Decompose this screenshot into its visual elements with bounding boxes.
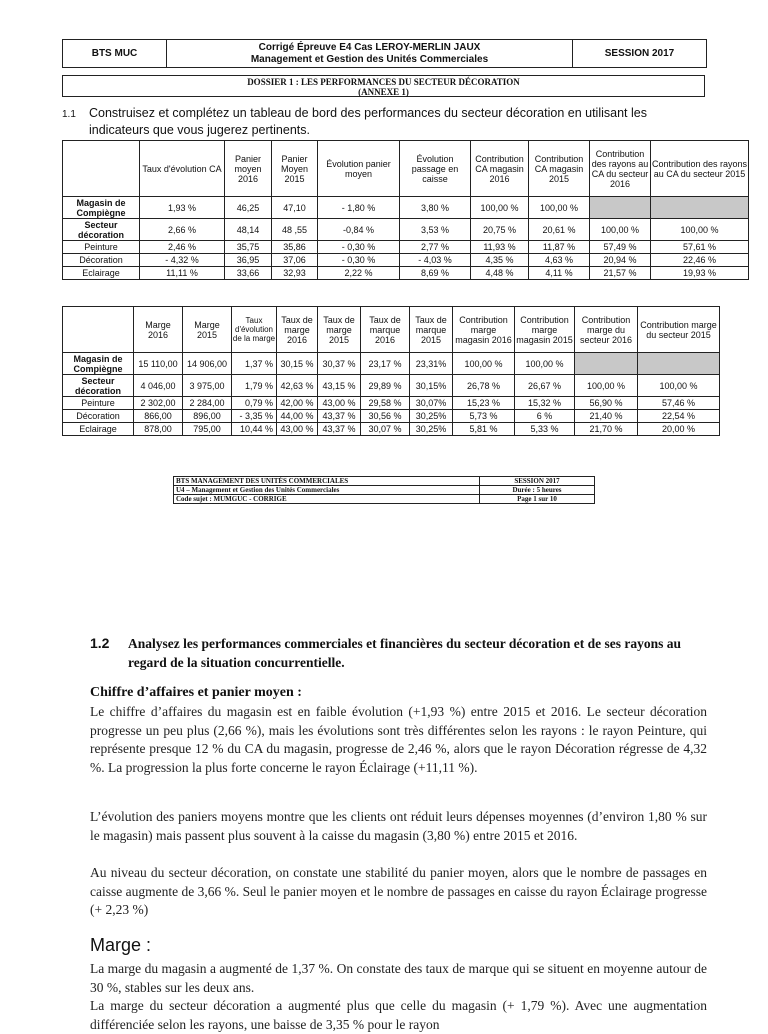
column-header: Évolution passage en caisse [400,141,471,197]
table-cell: 57,61 % [651,241,749,254]
table-cell: 23,31% [410,353,453,375]
table-cell: 26,78 % [453,375,515,397]
table-cell: 4,48 % [471,267,529,280]
table-header-row [63,141,749,197]
column-header: Panier Moyen 2015 [272,141,318,197]
table-cell: 100,00 % [590,219,651,241]
footer-exam-title: BTS MANAGEMENT DES UNITÉS COMMERCIALES [174,477,480,486]
table-cell: 1,93 % [140,197,225,219]
table-cell: 5,81 % [453,423,515,436]
column-header: Taux d'évolution de la marge [232,307,277,353]
table-cell: 44,00 % [277,410,318,423]
table-cell: 11,87 % [529,241,590,254]
table-row [63,397,720,410]
header-table [62,39,707,68]
table-cell: 35,75 [225,241,272,254]
footer-code: Code sujet : MUMGUC - CORRIGE [174,495,480,504]
table-cell: 3,80 % [400,197,471,219]
table-cell: 3 975,00 [183,375,232,397]
row-header: Peinture [63,241,140,254]
column-header: Taux de marque 2016 [361,307,410,353]
table-cell: 36,95 [225,254,272,267]
table-cell: 100,00 % [638,375,720,397]
row-header: Magasin de Compiègne [63,197,140,219]
table-row [63,197,749,219]
footer-duration: Durée : 5 heures [480,486,595,495]
column-header: Contribution marge magasin 2015 [515,307,575,353]
table-cell: 795,00 [183,423,232,436]
table-cell: 5,73 % [453,410,515,423]
corner-cell [63,307,134,353]
table-row [63,267,749,280]
table-cell: 100,00 % [471,197,529,219]
margin-table [62,306,720,436]
table-cell: 48 ,55 [272,219,318,241]
table-cell: 43,15 % [318,375,361,397]
question-number: 1.2 [90,635,110,651]
table-cell: 10,44 % [232,423,277,436]
table-row [63,410,720,423]
paragraph: La marge du magasin a augmenté de 1,37 %. On constate des taux de marque qui se situent en moyenne autour de 30 %, stables sur les deux ans. [90,961,707,995]
table-cell: 30,25% [410,423,453,436]
table-cell: 22,46 % [651,254,749,267]
table-cell: 2,46 % [140,241,225,254]
table-cell: 2,77 % [400,241,471,254]
performance-table [62,140,749,280]
table-cell: 5,33 % [515,423,575,436]
table-cell: 48,14 [225,219,272,241]
table-cell: 42,63 % [277,375,318,397]
table-cell: 4,35 % [471,254,529,267]
table-cell: 100,00 % [651,219,749,241]
table-cell: - 3,35 % [232,410,277,423]
column-header: Contribution marge du secteur 2015 [638,307,720,353]
paragraph: Au niveau du secteur décoration, on constate une stabilité du panier moyen, alors que le nombre de passages en caisse augmente de 3,66 %. Seul le panier moyen et le nombre de passages en caisse du rayon Éclairage progresse (+ 2,23 %) [90,865,707,918]
table-cell: 3,53 % [400,219,471,241]
column-header: Marge 2016 [134,307,183,353]
table-cell: 22,54 % [638,410,720,423]
column-header: Taux de marque 2015 [410,307,453,353]
table-cell: 30,15 % [277,353,318,375]
column-header: Contribution marge magasin 2016 [453,307,515,353]
header-left: BTS MUC [63,40,167,68]
table-cell: 43,00 % [318,397,361,410]
table-cell: 43,37 % [318,410,361,423]
table-cell: 57,46 % [638,397,720,410]
table-cell: 35,86 [272,241,318,254]
column-header: Taux de marge 2016 [277,307,318,353]
column-header: Marge 2015 [183,307,232,353]
table-cell: 100,00 % [515,353,575,375]
table-cell: 15,32 % [515,397,575,410]
row-header: Eclairage [63,267,140,280]
table-cell: 29,89 % [361,375,410,397]
table-cell: 4,11 % [529,267,590,280]
row-header: Secteur décoration [63,219,140,241]
footer-session: SESSION 2017 [480,477,595,486]
column-header: Panier moyen 2016 [225,141,272,197]
question-text: Construisez et complétez un tableau de bord des performances du secteur décoration en utilisant les indicateurs que vous jugerez pertinents. [89,106,647,137]
table-cell: 30,15% [410,375,453,397]
column-header: Taux d'évolution CA [140,141,225,197]
table-cell: 1,79 % [232,375,277,397]
table-cell: 56,90 % [575,397,638,410]
row-header: Secteur décoration [63,375,134,397]
row-header: Décoration [63,410,134,423]
table-cell: 33,66 [225,267,272,280]
table-cell: 14 906,00 [183,353,232,375]
table-cell: 4,63 % [529,254,590,267]
table-cell: 32,93 [272,267,318,280]
table-cell: -0,84 % [318,219,400,241]
table-cell: 26,67 % [515,375,575,397]
table-cell: 4 046,00 [134,375,183,397]
table-cell: 42,00 % [277,397,318,410]
table-cell: 30,37 % [318,353,361,375]
table-cell-empty [590,197,651,219]
table-cell: 19,93 % [651,267,749,280]
table-cell: 21,70 % [575,423,638,436]
table-cell: 878,00 [134,423,183,436]
table-cell: 8,69 % [400,267,471,280]
table-cell: 1,37 % [232,353,277,375]
table-cell: - 1,80 % [318,197,400,219]
paragraph: La marge du secteur décoration a augmenté plus que celle du magasin (+ 1,79 %). Avec une augmentation différenciée selon les rayons, une baisse de 3,35 % pour le rayon [90,998,707,1032]
table-cell: 46,25 [225,197,272,219]
table-cell: 20,94 % [590,254,651,267]
table-row [63,254,749,267]
footer-unit: U4 – Management et Gestion des Unités Commerciales [174,486,480,495]
question-text: Analysez les performances commerciales et financières du secteur décoration et de ses rayons au regard de la situation concurrentielle. [128,636,682,670]
table-cell: 20,00 % [638,423,720,436]
table-header-row [63,307,720,353]
column-header: Évolution panier moyen [318,141,400,197]
table-cell-empty [651,197,749,219]
table-cell: 23,17 % [361,353,410,375]
paragraph: Le chiffre d’affaires du magasin est en faible évolution (+1,93 %) entre 2015 et 2016. Le secteur décoration progresse un peu plus (2,66 %), mais les évolutions sont très différentes selon les rayons : le rayon Peinture, qui représente presque 12 % du CA du magasin, progresse de 2,46 %, alors que le rayon Décoration régresse de 4,32 %. La progression la plus forte concerne le rayon Éclairage (+11,11 %). [90,704,707,775]
table-cell-empty [575,353,638,375]
table-cell: 6 % [515,410,575,423]
table-cell: 0,79 % [232,397,277,410]
corner-cell [63,141,140,197]
header-right: SESSION 2017 [573,40,707,68]
page-footer-table [173,476,595,504]
table-cell: 2 284,00 [183,397,232,410]
column-header: Contribution des rayons au CA du secteur 2016 [590,141,651,197]
table-cell: 43,37 % [318,423,361,436]
table-cell: 21,57 % [590,267,651,280]
question-number: 1.1 [62,109,76,120]
column-header: Contribution des rayons au CA du secteur 2015 [651,141,749,197]
table-cell: 21,40 % [575,410,638,423]
header-center [167,40,573,68]
table-cell: 43,00 % [277,423,318,436]
dossier-annex: (ANNEXE 1) [358,87,409,97]
table-cell: 2 302,00 [134,397,183,410]
table-cell: 37,06 [272,254,318,267]
table-cell: 30,56 % [361,410,410,423]
dossier-title-box [62,75,705,97]
column-header: Contribution marge du secteur 2016 [575,307,638,353]
table-cell: 29,58 % [361,397,410,410]
table-cell: 100,00 % [575,375,638,397]
row-header: Peinture [63,397,134,410]
table-row [63,353,720,375]
row-header: Magasin de Compiègne [63,353,134,375]
dossier-title: DOSSIER 1 : LES PERFORMANCES DU SECTEUR DÉCORATION [247,77,520,87]
footer-page-number: Page 1 sur 10 [480,495,595,504]
table-row [63,423,720,436]
table-cell: 57,49 % [590,241,651,254]
table-cell: - 4,03 % [400,254,471,267]
row-header: Eclairage [63,423,134,436]
table-cell: 100,00 % [453,353,515,375]
table-cell: 896,00 [183,410,232,423]
table-cell: 15 110,00 [134,353,183,375]
table-cell: - 0,30 % [318,241,400,254]
table-cell: - 4,32 % [140,254,225,267]
paragraph: L’évolution des paniers moyens montre que les clients ont réduit leurs dépenses moyennes (d’environ 1,80 % sur le magasin) mais passent plus souvent à la caisse du magasin (3,80 %) entre 2015 et 2016. [90,809,707,843]
table-cell: 11,11 % [140,267,225,280]
table-cell: 11,93 % [471,241,529,254]
column-header: Contribution CA magasin 2016 [471,141,529,197]
table-cell-empty [638,353,720,375]
header-center-line2: Management et Gestion des Unités Commerciales [250,53,489,65]
column-header: Contribution CA magasin 2015 [529,141,590,197]
heading-chiffre-affaires: Chiffre d’affaires et panier moyen : [90,685,302,700]
table-cell: 20,61 % [529,219,590,241]
row-header: Décoration [63,254,140,267]
table-row [63,375,720,397]
table-row [63,241,749,254]
table-cell: 20,75 % [471,219,529,241]
table-cell: 2,66 % [140,219,225,241]
heading-marge: Marge : [90,935,152,955]
header-center-line1: Corrigé Épreuve E4 Cas LEROY-MERLIN JAUX [258,41,481,53]
column-header: Taux de marge 2015 [318,307,361,353]
table-cell: 30,07 % [361,423,410,436]
table-cell: 30,07% [410,397,453,410]
table-cell: 30,25% [410,410,453,423]
table-cell: 2,22 % [318,267,400,280]
table-cell: 866,00 [134,410,183,423]
table-cell: - 0,30 % [318,254,400,267]
table-cell: 47,10 [272,197,318,219]
table-cell: 100,00 % [529,197,590,219]
table-row [63,219,749,241]
table-cell: 15,23 % [453,397,515,410]
